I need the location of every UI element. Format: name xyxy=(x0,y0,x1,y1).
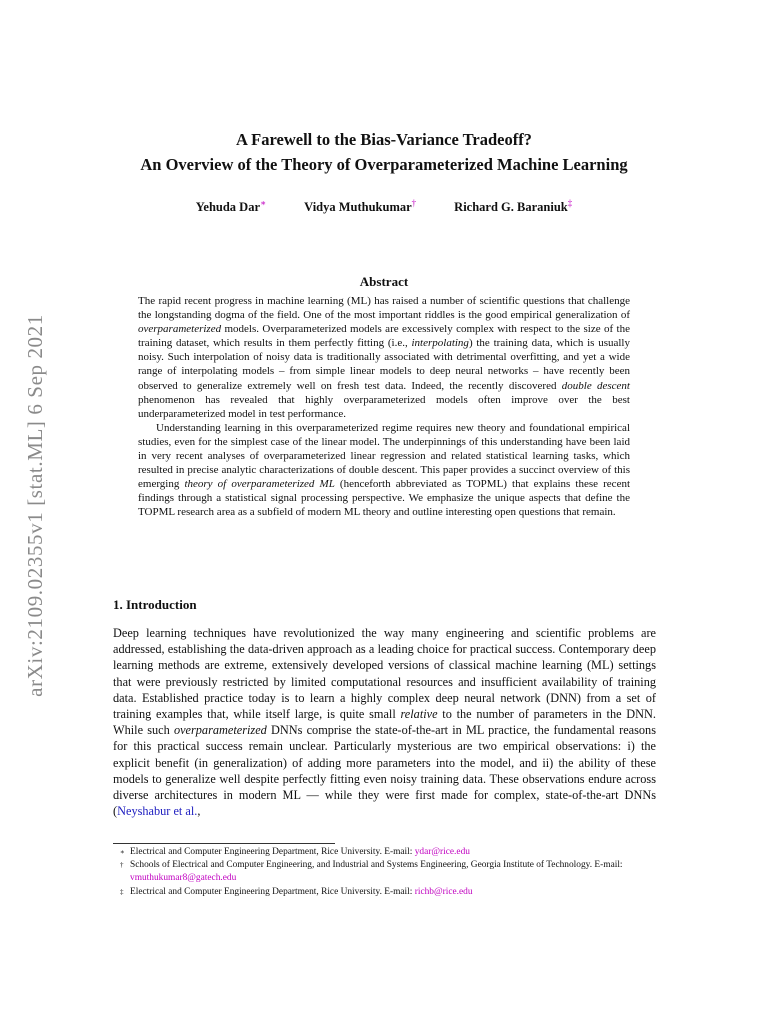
title-line-1: A Farewell to the Bias-Variance Tradeoff? xyxy=(236,130,532,149)
author xyxy=(304,198,416,215)
abstract-emphasis: double descent xyxy=(561,379,630,392)
abstract-text: The rapid recent progress in machine learning (ML) has raised a number of scientific questions that challenge the longstanding dogma of the field. One of the most important riddles is the good empirical generalization of xyxy=(138,295,630,322)
abstract-text: ) the training data, which is usually noisy. Such interpolation of noisy data is traditionally associated with detrimental overfitting, and yet a wide range of interpolating models – from simple linear models to deep neural networks – have recently been observed to generalize extremely well on fresh test data. Indeed, the recently discovered xyxy=(138,337,630,392)
author-name: Vidya Muthukumar xyxy=(304,200,412,215)
footnote-text: Electrical and Computer Engineering Department, Rice University. E-mail: xyxy=(130,847,415,857)
abstract-emphasis: theory of overparameterized ML xyxy=(184,478,335,491)
abstract-emphasis: interpolating xyxy=(411,337,469,350)
body-emphasis: overparameterized xyxy=(173,723,267,738)
footnote-text: Electrical and Computer Engineering Department, Rice University. E-mail: xyxy=(130,886,415,897)
body-text: , xyxy=(197,804,201,819)
author-footnote-mark[interactable]: ∗ xyxy=(260,198,267,208)
author-footnote-mark[interactable]: † xyxy=(411,198,417,208)
abstract-text: Understanding learning in this overparameterized regime requires new theory and foundational empirical studies, even for the simplest case of the linear model. The underpinnings of this understanding have been laid in very recent analyses of overparameterized linear regression and related statistical learning tasks, which resulted in precise analytic characterizations of double descent. This paper provides a succinct overview of this emerging xyxy=(138,421,630,491)
email-link[interactable]: ydar@rice.edu xyxy=(414,847,470,857)
footnote-mark: † xyxy=(120,861,124,870)
body-text: to the number of parameters in the DNN. While such xyxy=(113,707,656,738)
author-name: Richard G. Baraniuk xyxy=(454,200,568,215)
author-name: Yehuda Dar xyxy=(195,200,260,215)
abstract-paragraph-2 xyxy=(138,421,630,520)
paper-title xyxy=(110,127,658,177)
abstract-emphasis: overparameterized xyxy=(138,323,222,336)
body-text: Deep learning techniques have revolutionized the way many engineering and scientific problems are addressed, establishing the data-driven approach as a leading choice for practical success. Contemporary deep learning methods are extreme, extensively developed versions of classical machine learning (ML) settings that were previously restricted by limited computational resources and insufficient availability of training data. Established practice today is to learn a highly complex deep neural network (DNN) from a set of training examples that, while itself large, is quite small xyxy=(113,626,656,722)
email-link[interactable]: vmuthukumar8@gatech.edu xyxy=(130,873,237,884)
author xyxy=(196,198,266,215)
email-link[interactable]: richb@rice.edu xyxy=(414,886,473,897)
body-text: DNNs comprise the state-of-the-art in ML practice, the fundamental reasons for this practical success remain unclear. Particularly mysterious are two empirical observations: i) the explicit benefit (in generalization) of adding more parameters into the model, and ii) the ability of these models to generalize well despite perfectly fitting even noisy training data. These observations endure across diverse architectures in modern ML — while they were first made for complex, state-of-the-art DNNs ( xyxy=(113,723,656,819)
title-line-2: An Overview of the Theory of Overparameterized Machine Learning xyxy=(140,155,628,174)
abstract-text: (henceforth abbreviated as TOPML) that explains these recent findings through a statistical signal processing perspective. We emphasize the unique aspects that define the TOPML research area as a subfield of modern ML theory and outline interesting open questions that remain. xyxy=(138,478,631,519)
body-emphasis: relative xyxy=(400,707,438,722)
abstract-body xyxy=(138,294,630,520)
footnote xyxy=(120,859,656,885)
author xyxy=(454,198,572,215)
abstract-paragraph-1 xyxy=(138,294,630,421)
abstract-heading: Abstract xyxy=(359,274,409,289)
footnote-mark: ∗ xyxy=(120,848,125,856)
author-footnote-mark[interactable]: ‡ xyxy=(567,198,573,208)
footnote xyxy=(120,846,656,859)
footnote-text: Schools of Electrical and Computer Engineering, and Industrial and Systems Engineering, Georgia Institute of Technology. E-mail: xyxy=(130,860,623,871)
footnote xyxy=(120,886,656,899)
abstract-text: models. Overparameterized models are excessively complex with respect to the size of the training dataset, which results in them perfectly fitting (i.e., xyxy=(138,323,630,350)
citation-link[interactable]: Neyshabur et al. xyxy=(117,804,198,819)
arxiv-identifier-text: arXiv:2109.02355v1 [stat.ML] 6 Sep 2021 xyxy=(22,313,47,697)
abstract-text: phenomenon has revealed that highly overparameterized models often improve over the best underparameterized model in test performance. xyxy=(138,393,630,420)
footnote-divider xyxy=(113,843,335,844)
footnotes xyxy=(120,846,656,899)
arxiv-identifier-stamp xyxy=(18,280,52,730)
footnote-mark: ‡ xyxy=(120,887,124,896)
section-heading-introduction: 1. Introduction xyxy=(113,597,197,612)
introduction-paragraph xyxy=(113,625,656,819)
author-list xyxy=(110,198,658,215)
